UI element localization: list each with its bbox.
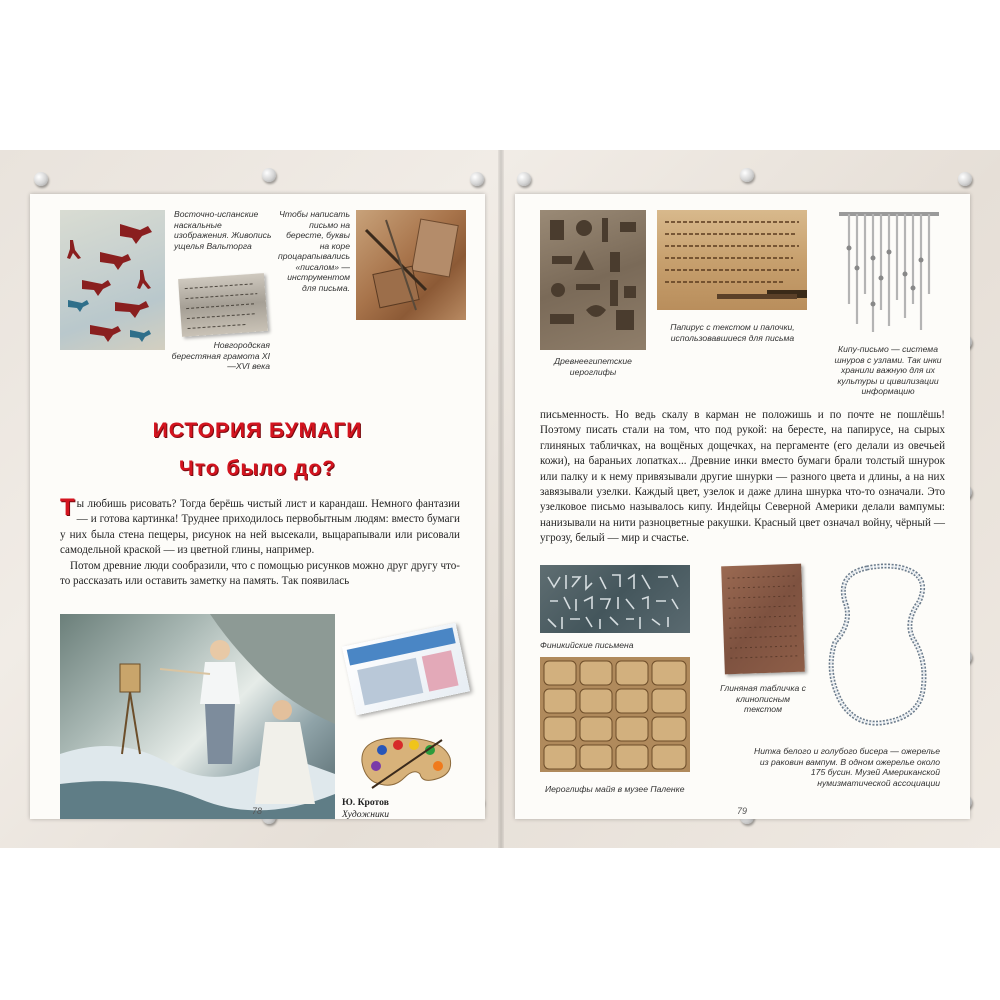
page-number-right: 79: [737, 806, 748, 816]
paragraph-1: ы любишь рисовать? Тогда берёшь чистый лист и карандаш. Немного фантазии — и готова картинка! Труднее приходилось первобытным людям: вместо бумаги у них была стена пещеры, рисунок на ней высекали, выцарапывали или рисовали самодельной краской — из цветной глины, например.: [60, 498, 460, 557]
painting-author: Ю. Кротов: [342, 797, 389, 808]
papyrus-image: [657, 210, 807, 310]
pin-icon: [470, 172, 484, 186]
paint-palette-image: [352, 734, 456, 790]
caption-maya: Иероглифы майя в музее Паленке: [545, 784, 685, 794]
caption-clay-tablet: Глиняная табличка с клинописным текстом: [720, 683, 806, 714]
book-spine: [498, 150, 504, 848]
left-page: [30, 194, 485, 819]
maya-glyphs-image: [540, 657, 690, 772]
painting-artists-image: [60, 614, 335, 819]
pin-icon: [958, 172, 972, 186]
egyptian-hieroglyphs-image: [540, 210, 646, 350]
paragraph-2: Потом древние люди сообразили, что с помощью рисунков можно друг другу что-то рассказать или оставить заметку на память. Так появилась: [60, 559, 460, 588]
wampum-necklace-image: [827, 562, 937, 730]
right-body-text: [540, 408, 945, 547]
pin-icon: [262, 168, 276, 182]
left-body-text: [60, 494, 460, 589]
pin-icon: [34, 172, 48, 186]
caption-hieroglyphs: Древнеегипетские иероглифы: [554, 356, 632, 377]
writing-tools-image: [356, 210, 466, 320]
caption-cave-painting: Восточно-испанские наскальные изображения. Живопись ущелья Вальторга: [174, 209, 272, 251]
drop-cap: Т: [60, 494, 75, 521]
painting-credit: [342, 797, 462, 821]
phoenician-inscription-image: [540, 565, 690, 633]
caption-papyrus: Папирус с текстом и палочки, использовавшиеся для письма: [670, 322, 795, 343]
page-subtitle: Что было до?: [178, 457, 337, 480]
book-spread: [0, 150, 1000, 848]
pin-icon: [740, 168, 754, 182]
right-paragraph: письменность. Но ведь скалу в карман не положишь и по почте не пошлёшь! Поэтому писать стали на том, что под рукой: на бересте, на папирусе, на сырых глиняных табличках, на вощёных дощечках, на пергаменте (его делали из овечьей кожи), на бараньих лопатках... Древние инки вместо бумаги брали толстый шнурок или палку и к нему привязывали другие шнурки — разного цвета и длины, а на них завязывали узелки. Каждый цвет, узелок и даже длина шнурка что-то означали. Это узелковое письмо называлось кипу. Индейцы Северной Америки делали вампумы: нанизывали на нити разноцветные ракушки. Красный цвет означал войну, чёрный — угрозу, белый — мир и счастье.: [540, 409, 945, 545]
clay-tablet-image: [721, 564, 805, 675]
art-book-image: [342, 623, 470, 716]
birch-bark-image: [178, 273, 268, 337]
page-title: ИСТОРИЯ БУМАГИ: [152, 419, 363, 442]
painting-title: Художники: [342, 809, 390, 820]
caption-quipu: Кипу-письмо — система шнуров с узлами. Так инки хранили важную для их культуры и цивилизации информацию: [834, 344, 942, 396]
cave-painting-image: [60, 210, 165, 350]
caption-stylus: Чтобы написать письмо на бересте, буквы на коре процарапывались «писалом» — инструментом для письма.: [278, 209, 351, 293]
caption-wampum: Нитка белого и голубого бисера — ожерелье из раковин вампум. В одном ожерелье около 175 бусин. Музей Американской нумизматической ассоциации: [753, 746, 940, 788]
page-number-left: 78: [252, 806, 263, 816]
pin-icon: [517, 172, 531, 186]
right-page: [515, 194, 970, 819]
caption-birch-bark: Новгородская берестяная грамота XI—XVI века: [171, 340, 270, 371]
quipu-image: [835, 208, 940, 338]
caption-phoenician: Финикийские письмена: [540, 640, 634, 650]
